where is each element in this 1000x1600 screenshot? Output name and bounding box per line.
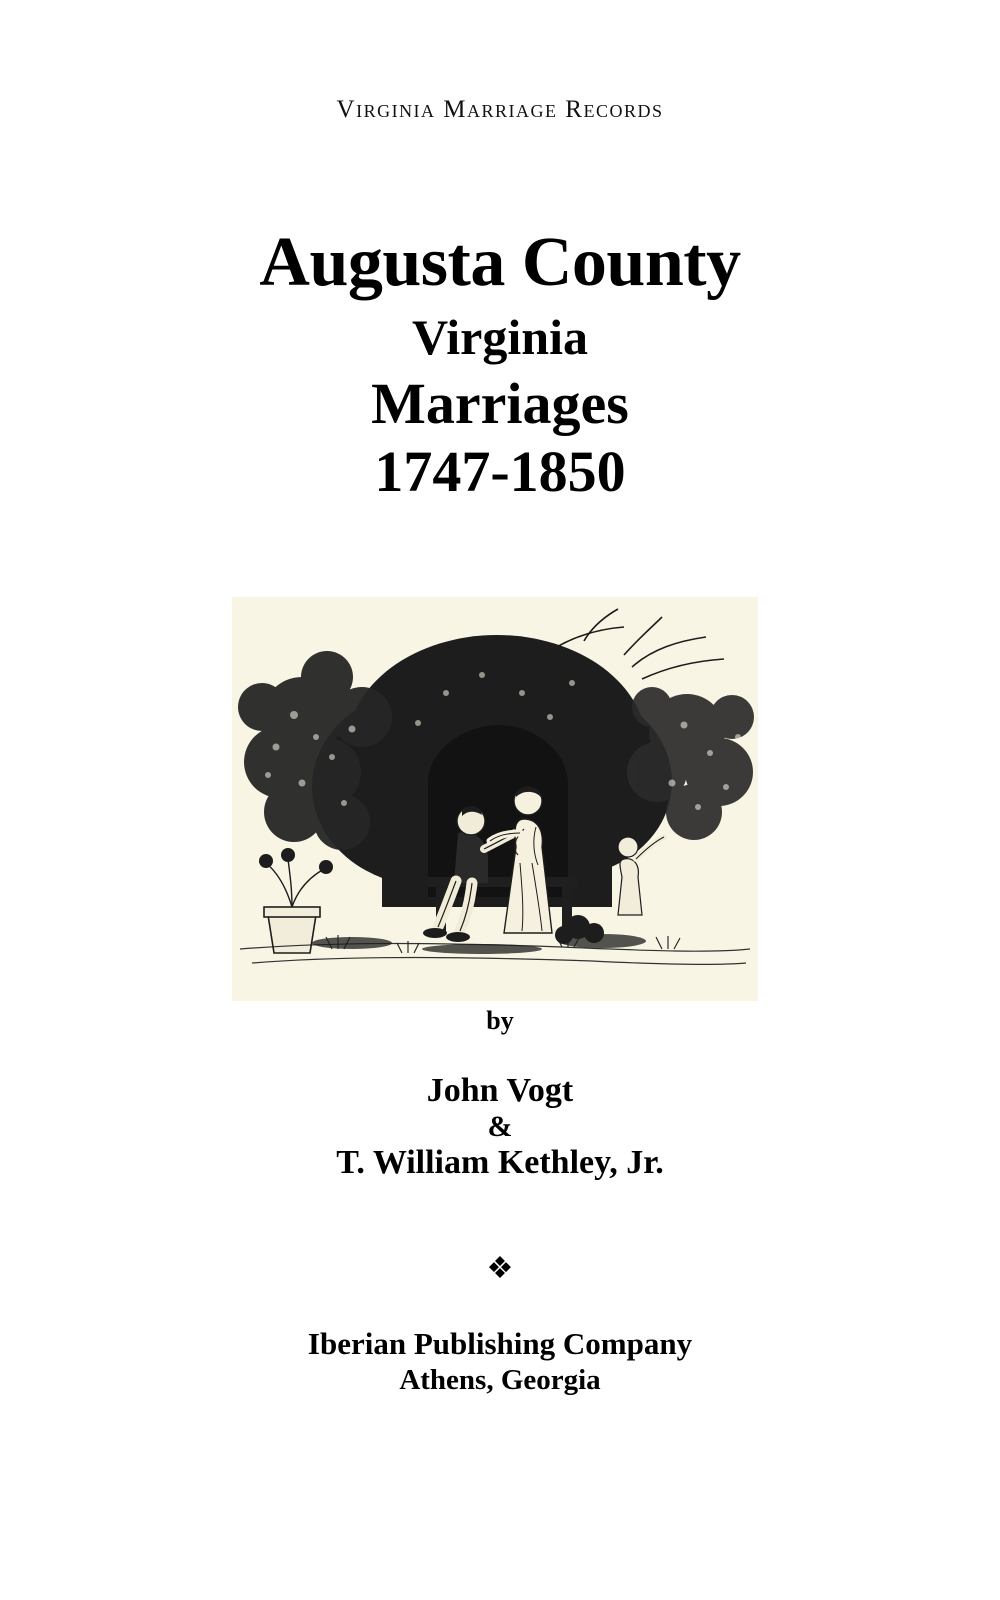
diamond-ornament-icon: ❖ bbox=[486, 1252, 514, 1285]
publisher-name: Iberian Publishing Company bbox=[307, 1326, 693, 1361]
title-date-range: 1747-1850 bbox=[374, 439, 626, 505]
byline-label: by bbox=[486, 1006, 514, 1035]
author-secondary: T. William Kethley, Jr. bbox=[336, 1143, 664, 1181]
page-title: Augusta County bbox=[259, 224, 741, 301]
publisher-city: Athens, Georgia bbox=[399, 1363, 601, 1396]
title-subtitle-topic: Marriages bbox=[371, 370, 629, 436]
author-primary: John Vogt bbox=[426, 1072, 574, 1109]
engraving-courting-couple-in-garden bbox=[232, 597, 758, 1001]
publisher-block bbox=[0, 1326, 1000, 1397]
title-subtitle-state: Virginia bbox=[412, 309, 588, 365]
author-conjunction: & bbox=[487, 1110, 513, 1144]
author-list bbox=[0, 1072, 1000, 1182]
illustration-svg bbox=[232, 597, 758, 1001]
series-title: Virginia Marriage Records bbox=[336, 96, 664, 123]
title-block bbox=[0, 224, 1000, 506]
